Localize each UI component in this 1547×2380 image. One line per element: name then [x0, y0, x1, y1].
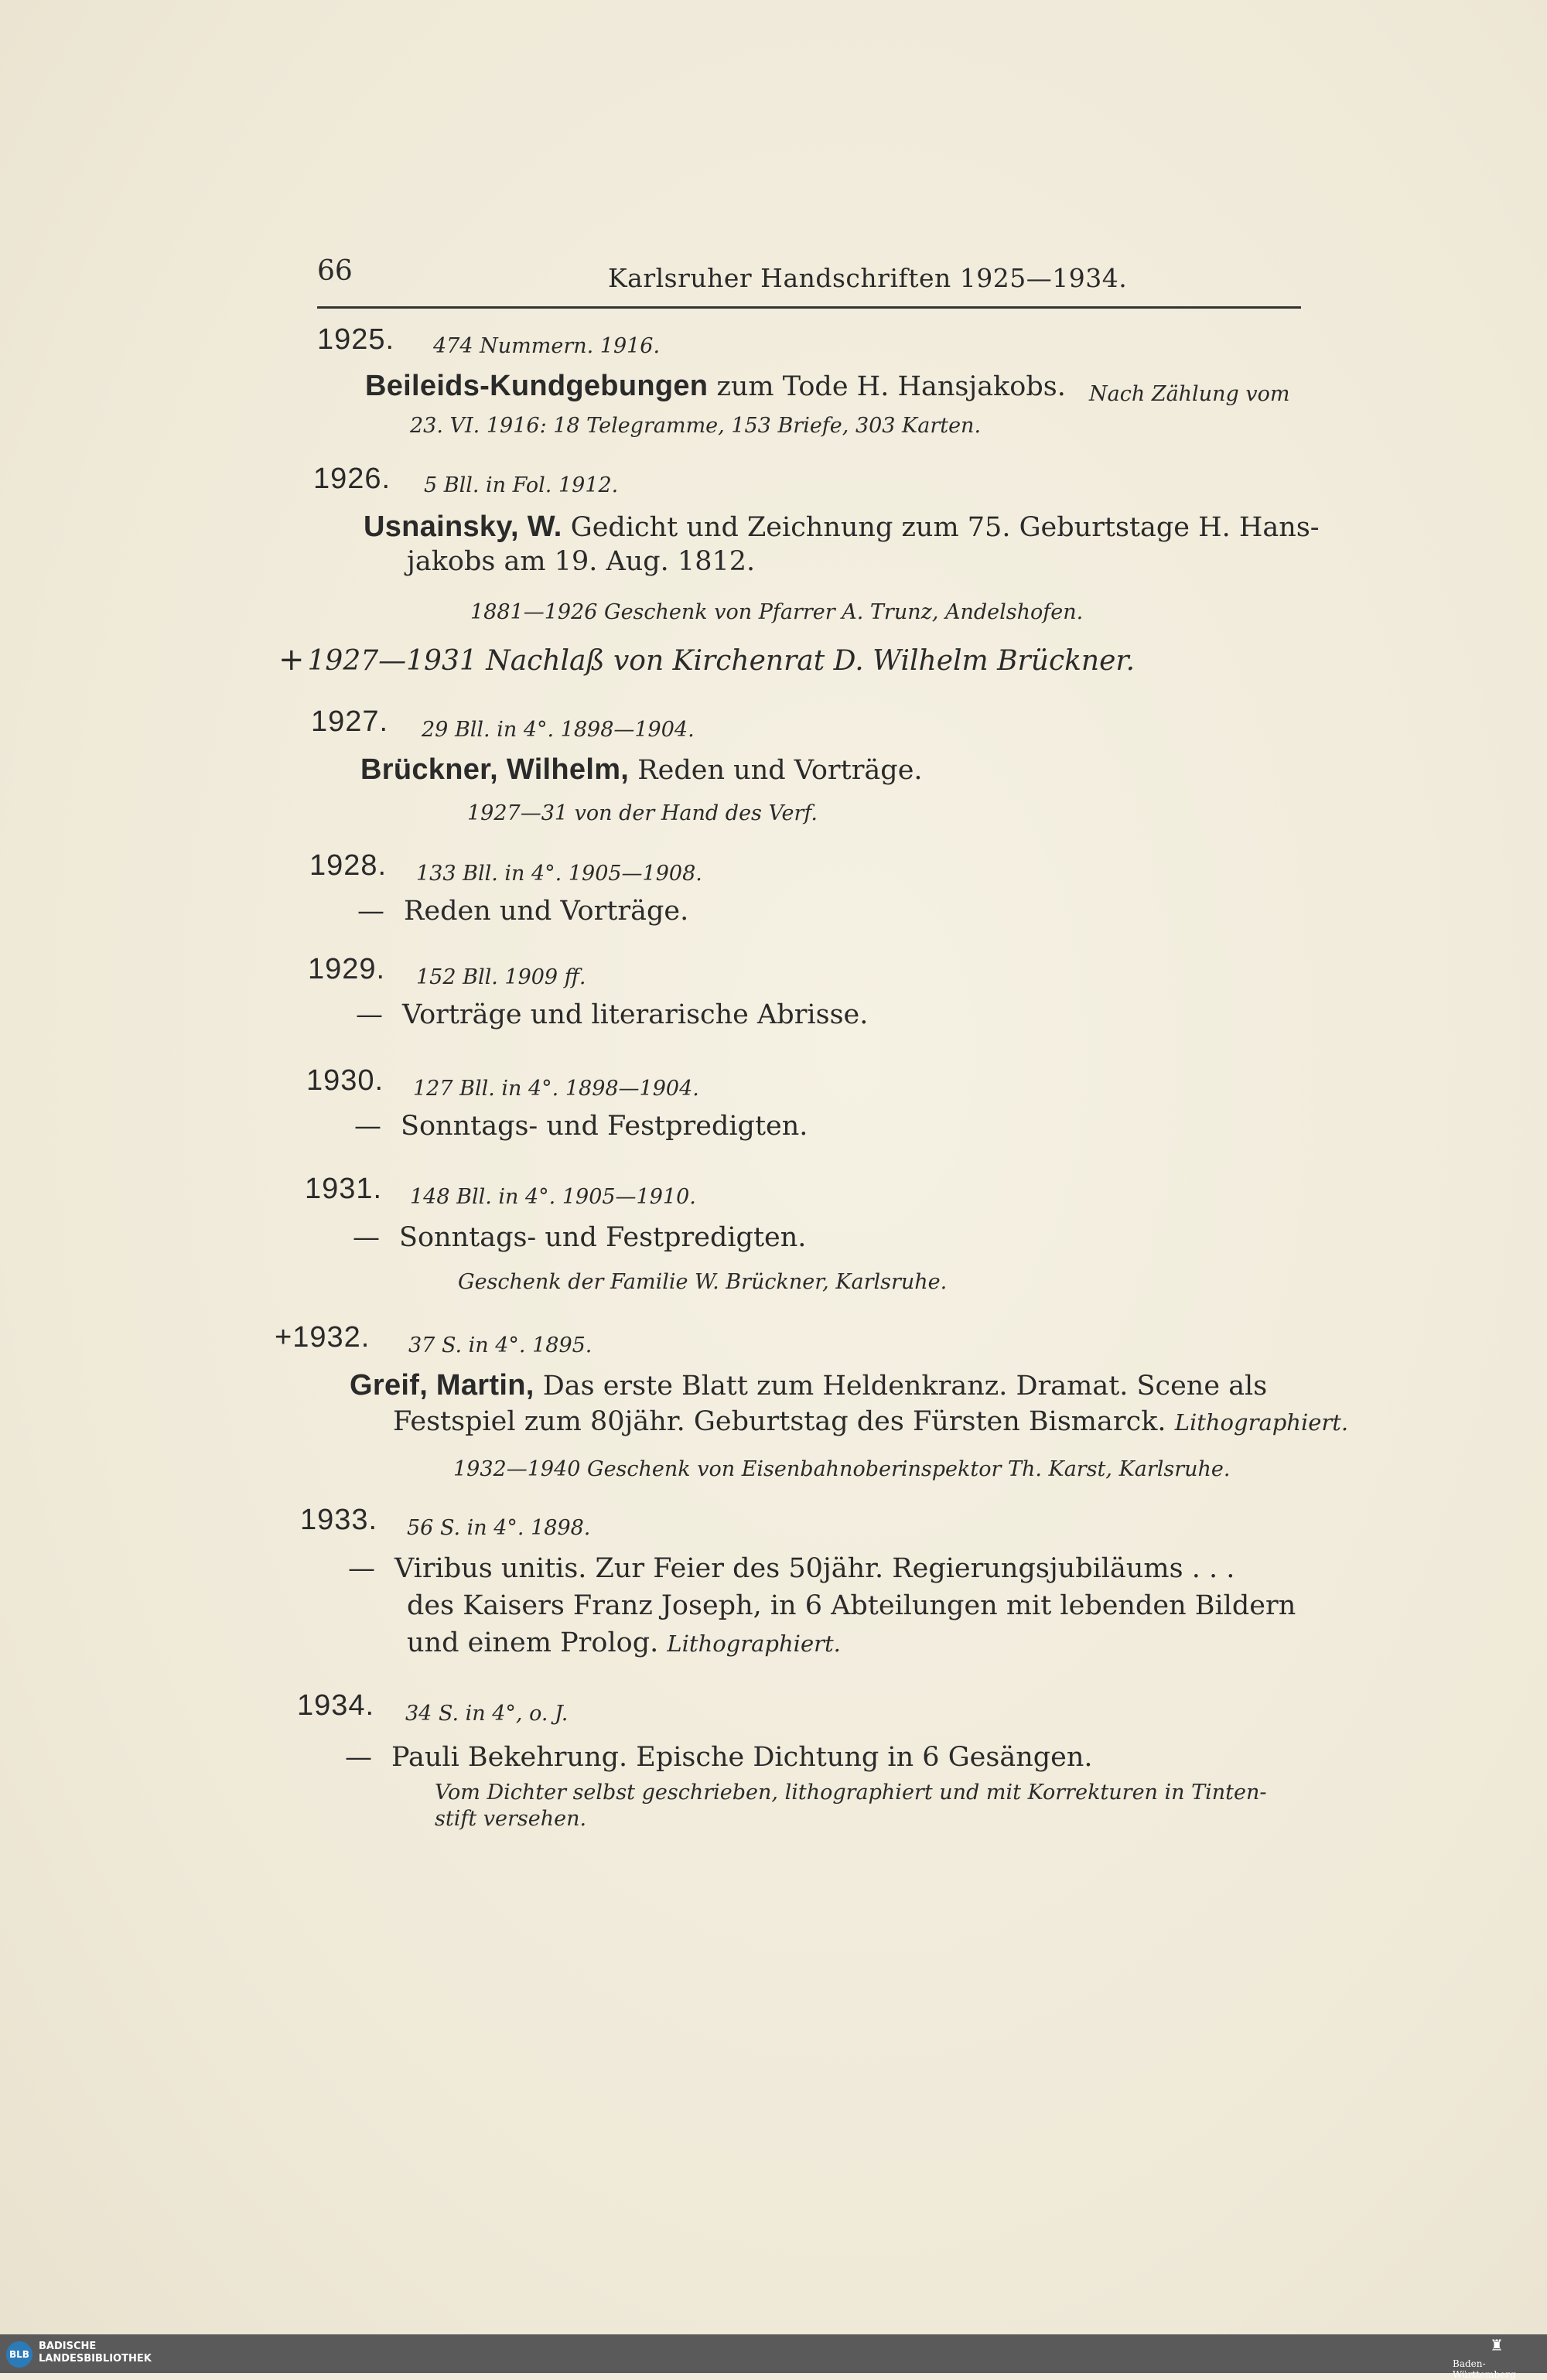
entry-text: Sonntags- und Festpredigten.	[399, 1222, 807, 1253]
entry-number: 1925.	[317, 323, 395, 356]
library-name-line-1: BADISCHE	[39, 2341, 97, 2352]
blb-logo-icon: BLB	[6, 2341, 32, 2368]
entry-line-2: 23. VI. 1916: 18 Telegramme, 153 Briefe, 303 Karten.	[410, 414, 982, 438]
entry-text: Reden und Vorträge.	[404, 896, 689, 927]
entry-technique: Lithographiert.	[1174, 1409, 1349, 1436]
entry-line	[345, 1742, 1093, 1773]
provenance-note: 1927—31 von der Hand des Verf.	[467, 801, 818, 825]
entry-number: 1933.	[300, 1504, 378, 1536]
entry-line	[353, 1222, 806, 1253]
collection-heading	[278, 642, 1135, 678]
provenance-note: 1932—1940 Geschenk von Eisenbahnoberinspektor Th. Karst, Karlsruhe.	[453, 1457, 1231, 1481]
provenance-note-2: stift versehen.	[435, 1807, 587, 1831]
entry-text: und einem Prolog.	[407, 1627, 659, 1658]
entry-number: 1926.	[313, 463, 391, 495]
entry-text: zum Tode H. Hansjakobs.	[708, 371, 1066, 402]
author-name: Usnainsky, W.	[364, 510, 562, 543]
coat-of-arms-icon: ♜	[1490, 2336, 1504, 2354]
entry-line	[357, 896, 688, 927]
entry-meta: 37 S. in 4°. 1895.	[408, 1333, 593, 1357]
entry-number: +1932.	[275, 1321, 371, 1354]
entry-meta: 127 Bll. in 4°. 1898—1904.	[413, 1077, 699, 1101]
provenance-note: 1881—1926 Geschenk von Pfarrer A. Trunz, Andelshofen.	[470, 600, 1084, 624]
entry-text: Gedicht und Zeichnung zum 75. Geburtstage H. Hans-	[562, 512, 1320, 543]
library-name-line-2: LANDESBIBLIOTHEK	[39, 2353, 152, 2365]
collection-title: 1927—1931 Nachlaß von Kirchenrat D. Wilhelm Brückner.	[307, 645, 1135, 677]
entry-number: 1928.	[309, 849, 388, 882]
entry-line	[354, 1111, 808, 1142]
ditto-dash: —	[354, 1111, 381, 1142]
entry-meta: 148 Bll. in 4°. 1905—1910.	[410, 1185, 696, 1209]
entry-meta: 5 Bll. in Fol. 1912.	[424, 473, 619, 497]
ditto-dash: —	[357, 896, 384, 927]
running-title: Karlsruher Handschriften 1925—1934.	[608, 263, 1128, 293]
entry-text: Viribus unitis. Zur Feier des 50jähr. Regierungsjubiläums . . .	[394, 1553, 1235, 1584]
provenance-note: Vom Dichter selbst geschrieben, lithographiert und mit Korrekturen in Tinten-	[435, 1781, 1267, 1805]
entry-text: Pauli Bekehrung. Epische Dichtung in 6 Gesängen.	[391, 1742, 1093, 1773]
entry-technique: Lithographiert.	[667, 1630, 841, 1657]
author-name: Beileids-Kundgebungen	[365, 370, 709, 402]
ditto-dash: —	[348, 1553, 375, 1584]
entry-meta: 133 Bll. in 4°. 1905—1908.	[416, 862, 702, 886]
page-number: 66	[317, 255, 353, 287]
entry-text: Sonntags- und Festpredigten.	[401, 1111, 808, 1142]
entry-meta: 34 S. in 4°, o. J.	[405, 1702, 569, 1726]
ditto-dash: —	[356, 999, 383, 1030]
entry-number: 1934.	[297, 1689, 375, 1722]
entry-number: 1927.	[311, 705, 389, 738]
ditto-dash: —	[353, 1222, 380, 1253]
entry-number: 1931.	[305, 1173, 383, 1205]
entry-text: Reden und Vorträge.	[629, 755, 923, 786]
provenance-note: Geschenk der Familie W. Brückner, Karlsruhe.	[458, 1270, 948, 1294]
entry-line	[350, 1369, 1267, 1402]
entry-meta: 474 Nummern. 1916.	[433, 334, 661, 358]
dagger-mark: +	[278, 642, 305, 678]
entry-text: Das erste Blatt zum Heldenkranz. Dramat. Scene als	[534, 1371, 1268, 1402]
library-name	[39, 2341, 152, 2365]
entry-line	[360, 753, 923, 787]
entry-number: 1929.	[308, 953, 386, 985]
author-name: Greif, Martin,	[350, 1369, 534, 1402]
entry-number: 1930.	[306, 1064, 384, 1097]
footer-bar	[0, 2334, 1547, 2373]
region-label: Baden-Württemberg	[1453, 2358, 1516, 2380]
entry-line	[365, 370, 1066, 403]
entry-line	[364, 510, 1320, 544]
entry-text: Festspiel zum 80jähr. Geburtstag des Fürsten Bismarck.	[393, 1406, 1166, 1437]
entry-meta: 56 S. in 4°. 1898.	[407, 1516, 591, 1540]
author-name: Brückner, Wilhelm,	[360, 753, 630, 786]
ditto-dash: —	[345, 1742, 372, 1773]
entry-line-2: des Kaisers Franz Joseph, in 6 Abteilungen mit lebenden Bildern	[407, 1590, 1296, 1621]
entry-text: Vorträge und literarische Abrisse.	[402, 999, 869, 1030]
entry-line	[348, 1553, 1235, 1584]
entry-meta: 29 Bll. in 4°. 1898—1904.	[422, 718, 695, 742]
entry-line-3	[407, 1627, 841, 1658]
entry-note: Nach Zählung vom	[1089, 382, 1290, 406]
entry-line-2: jakobs am 19. Aug. 1812.	[407, 546, 756, 577]
entry-line-2	[393, 1406, 1348, 1437]
header-rule	[317, 306, 1301, 309]
entry-line	[356, 999, 868, 1030]
entry-meta: 152 Bll. 1909 ff.	[416, 965, 586, 989]
